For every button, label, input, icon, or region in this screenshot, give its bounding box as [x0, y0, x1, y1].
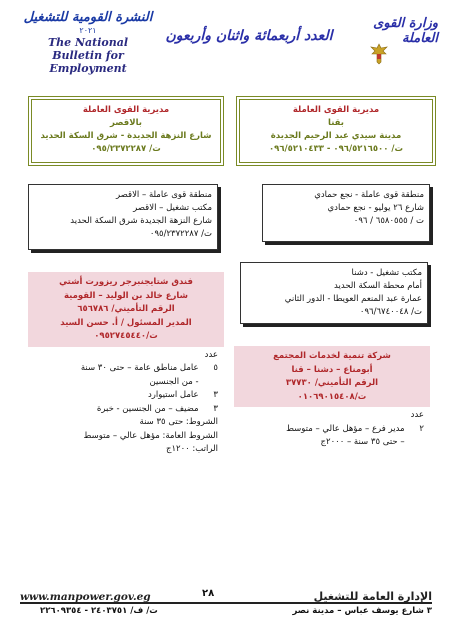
job-insurance-number: الرقم التأميني/ ٣٧٧٣٠ [285, 378, 379, 388]
office-phone: ت/ ٠٩٥/٢٣٧٢٢٨٧ [149, 229, 212, 239]
office-phone: ت/ ٠٩٦/٦٧٤٠٠٤٨ [359, 307, 422, 317]
job-listing-tanmia [234, 346, 430, 447]
luxor-office-box [28, 184, 218, 250]
footer-admin-name: الإدارة العامة للتشغيل [313, 590, 432, 603]
job-phone: ت/٠١٠٦٩٠١٥٤٠٨ [297, 391, 367, 402]
footer-phone: ت/ ف/ ٢٤٠٣٧٥١ - ٢٢٦٠٩٣٥٤ [40, 606, 158, 616]
issue-number: العدد أربعمائة واثنان وأربعون [165, 28, 333, 44]
office-phone: ت / ٦٥٨٠٥٥٥ / ٠٩٦ [353, 216, 424, 226]
office-name: منطقة قوى عاملة – الاقصر [115, 190, 212, 200]
bulletin-title-arabic: النشرة القومية للتشغيل [23, 10, 153, 25]
job-item-text: - من الجنسين [149, 376, 199, 387]
directorate-city: بقنا [328, 118, 344, 128]
office-name: مكتب تشغيل - دشنا [351, 268, 422, 278]
job-listing-steigenberger [28, 272, 224, 488]
job-company-address: أبومناع – دشنا – قنا [291, 364, 373, 375]
office-name: منطقة قوى عاملة - نجع حمادي [314, 190, 424, 200]
directorate-address: شارع النزهة الجديدة - شرق السكة الحديد [40, 131, 212, 141]
job-company-name: فندق شتايجنبرجر ريزورت أشتي [59, 277, 193, 287]
job-salary: الراتب: ١٢٠٠ج [165, 444, 218, 454]
job-item-count: ٢ [419, 423, 424, 434]
job-company-header [28, 272, 224, 347]
page-number: ٢٨ [202, 588, 215, 599]
job-company-name: شركة تنمية لخدمات المجتمع [273, 351, 391, 361]
ministry-name: وزارة القوى العاملة [373, 16, 438, 46]
job-item-count [204, 376, 218, 390]
job-company-address: شارع خالد بن الوليد – القومية [63, 290, 188, 301]
job-count-label: عدد [204, 349, 218, 360]
office-address: شارع ٢٦ يوليو - نجع حمادي [327, 203, 424, 213]
bulletin-year: ٢٠٢١ [79, 26, 97, 35]
bulletin-title-english-line2: Bulletin for Employment [49, 49, 127, 75]
office-building: عمارة عبد المنعم العويطا - الدور الثاني [284, 294, 422, 304]
directorate-city: بالاقصر [110, 118, 142, 128]
job-item-count [410, 436, 424, 450]
job-item [34, 362, 218, 376]
footer-divider [20, 602, 432, 604]
job-phone: ت/٠٩٥٢٧٤٥٤٤٠ [94, 331, 158, 341]
job-count-label: عدد [410, 410, 424, 420]
job-details [234, 407, 430, 452]
footer-address: ٣ شارع يوسف عباس – مدينة نصر [292, 606, 432, 616]
directorate-address: مدينة سيدي عبد الرحيم الجديدة [270, 131, 402, 141]
job-item-text: – حتى ٣٥ سنة – ٢٠٠٠ج [320, 437, 405, 447]
job-item-text: مدير فرع – مؤهل عالي – متوسط [286, 423, 405, 434]
job-details [28, 347, 224, 459]
website-link[interactable]: www.manpower.gov.eg [20, 591, 151, 603]
directorate-title: مديرية القوى العاملة [292, 105, 380, 115]
job-item [34, 389, 218, 403]
nag-hammadi-office-box [262, 184, 430, 242]
bulletin-title-block [14, 10, 162, 75]
job-item-count: ٥ [213, 363, 218, 373]
dishna-office-box [240, 262, 428, 324]
directorate-phone: ت/ ٠٩٥/٢٣٧٢٢٨٧ [91, 144, 161, 154]
directorate-title: مديرية القوى العاملة [82, 105, 170, 115]
job-manager: المدير المسئول / أ. حسن السيد [60, 317, 192, 328]
office-address: شارع النزهة الجديدة شرق السكة الحديد [70, 216, 212, 226]
job-item [240, 423, 424, 437]
directorate-qena-box [236, 96, 436, 166]
office-subname: مكتب تشغيل – الاقصر [133, 203, 212, 213]
page-footer [20, 588, 432, 628]
bulletin-title-english-line1: The National [47, 36, 129, 49]
directorate-phone: ت/ ٠٩٦/٥٢١٦٥٠٠ - ٠٩٦/٥٢١٠٤٣٣ [268, 144, 404, 154]
job-insurance-number: الرقم التأميني/ ٦٥٦٧٨٦ [77, 304, 175, 314]
job-conditions: الشروط: حتى ٣٥ سنة [139, 417, 218, 427]
job-item [34, 376, 218, 390]
job-general-conditions: الشروط العامة: مؤهل عالي – متوسط [83, 430, 218, 441]
job-item [34, 403, 218, 417]
job-item [240, 436, 424, 450]
job-item-count: ٣ [213, 403, 218, 414]
job-item-text: عامل مناطق عامة – حتى ٣٠ سنة [80, 363, 199, 373]
office-address: أمام محطة السكة الحديد [334, 281, 422, 291]
job-item-text: عامل استيوارد [147, 390, 199, 400]
job-item-count: ٣ [213, 390, 218, 400]
job-item-text: مضيف – من الجنسين - خبرة [96, 403, 199, 414]
job-company-header [234, 346, 430, 407]
directorate-luxor-box [28, 96, 224, 166]
page-header [14, 6, 438, 76]
